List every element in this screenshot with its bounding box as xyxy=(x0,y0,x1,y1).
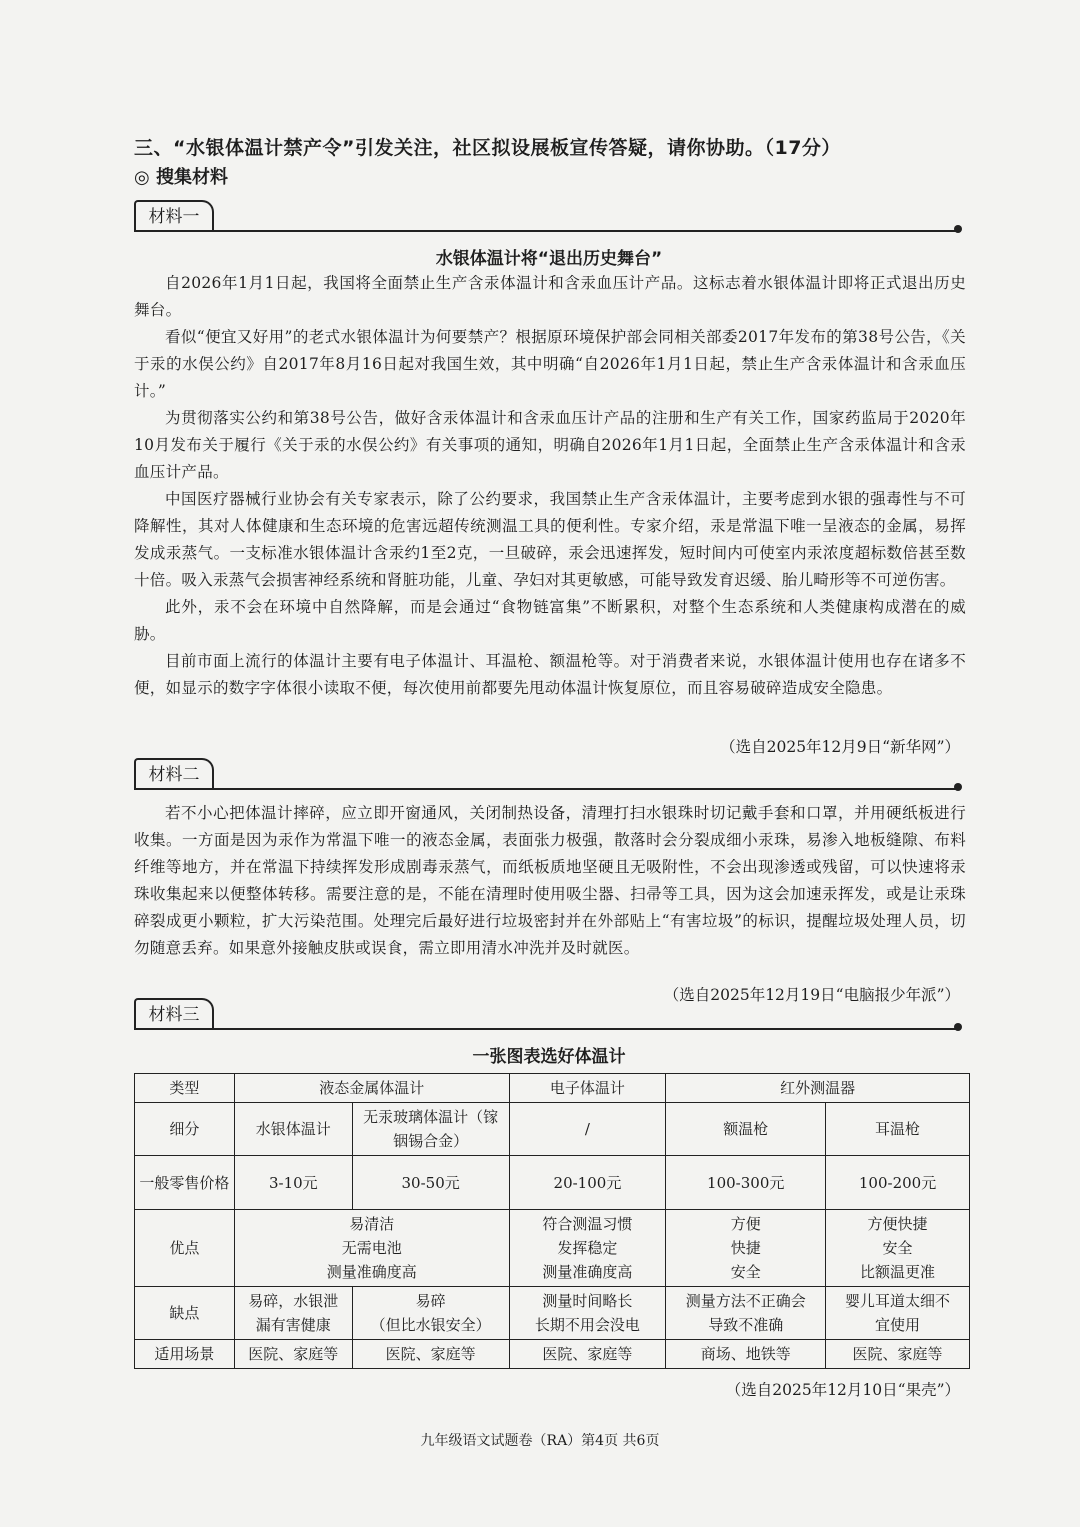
cell-line: 发挥稳定 xyxy=(557,1239,618,1257)
table-row xyxy=(135,1210,970,1287)
table-row xyxy=(135,1156,970,1210)
table-cell: 医院、家庭等 xyxy=(509,1340,666,1369)
table-row xyxy=(135,1287,970,1340)
paragraph: 看似“便宜又好用”的老式水银体温计为何要禁产？根据原环境保护部会同相关部委2017年发布的第38号公告，《关于汞的水俣公约》自2017年8月16日起对我国生效，其中明确“自2026年1月1日起，禁止生产含汞体温计和含汞血压计。” xyxy=(134,328,966,400)
page-footer: 九年级语文试题卷（RA）第4页 共6页 xyxy=(420,1433,660,1449)
cell-line: 易清洁 xyxy=(349,1215,395,1233)
table-row xyxy=(135,1340,970,1369)
material2-source: （选自2025年12月19日“电脑报少年派”） xyxy=(663,986,960,1004)
cell-line: （但比水银安全） xyxy=(370,1316,491,1334)
material3-source: （选自2025年12月10日“果壳”） xyxy=(725,1381,960,1399)
row-label: 适用场景 xyxy=(135,1340,235,1369)
table-cell: 液态金属体温计 xyxy=(234,1074,509,1103)
table-cell xyxy=(234,1287,352,1340)
table-cell xyxy=(509,1210,666,1287)
cell-line: 测量时间略长 xyxy=(542,1292,633,1310)
cell-line: 比额温更准 xyxy=(860,1263,936,1281)
material1-header xyxy=(134,200,964,240)
cell-line: 婴儿耳道太细不 xyxy=(845,1292,951,1310)
paragraph: 若不小心把体温计摔碎，应立即开窗通风，关闭制热设备，清理打扫水银珠时切记戴手套和口罩，并用硬纸板进行收集。一方面是因为汞作为常温下唯一的液态金属，表面张力极强，散落时会分裂成细小汞珠，易渗入地板缝隙、布料纤维等地方，并在常温下持续挥发形成剧毒汞蒸气，而纸板质地坚硬且无吸附性，不会出现渗透或残留，可以快速将汞珠收集起来以便整体转移。需要注意的是，不能在清理时使用吸尘器、扫帚等工具，因为这会加速汞挥发，或是让汞珠碎裂成更小颗粒，扩大污染范围。处理完后最好进行垃圾密封并在外部贴上“有害垃圾”的标识，提醒垃圾处理人员，切勿随意丢弃。如果意外接触皮肤或误食，需立即用清水冲洗并及时就医。 xyxy=(134,804,966,957)
cell-line: 方便 xyxy=(730,1215,761,1233)
cell-line: 快捷 xyxy=(730,1239,761,1257)
divider-line xyxy=(134,788,956,790)
divider-line xyxy=(134,1028,956,1030)
material1-body xyxy=(134,270,966,702)
table-cell: 医院、家庭等 xyxy=(352,1340,509,1369)
cell-line: 长期不用会没电 xyxy=(534,1316,640,1334)
cell-line: 安全 xyxy=(730,1263,761,1281)
section-subtitle: ◎ 搜集材料 xyxy=(134,167,228,188)
row-label: 细分 xyxy=(135,1103,235,1156)
table-cell xyxy=(352,1287,509,1340)
table-cell: 红外测温器 xyxy=(666,1074,970,1103)
table-cell: 100-300元 xyxy=(666,1156,826,1210)
table-cell: 无汞玻璃体温计（镓铟锡合金） xyxy=(352,1103,509,1156)
paragraph: 中国医疗器械行业协会有关专家表示，除了公约要求，我国禁止生产含汞体温计，主要考虑到水银的强毒性与不可降解性，其对人体健康和生态环境的危害远超传统测温工具的便利性。专家介绍，汞是常温下唯一呈液态的金属，易挥发成汞蒸气。一支标准水银体温计含汞约1至2克，一旦破碎，汞会迅速挥发，短时间内可使室内汞浓度超标数倍甚至数十倍。吸入汞蒸气会损害神经系统和肾脏功能，儿童、孕妇对其更敏感，可能导致发育迟缓、胎儿畸形等不可逆伤害。 xyxy=(134,490,966,589)
material2-body xyxy=(134,800,966,962)
material2-header xyxy=(134,758,964,798)
paragraph: 目前市面上流行的体温计主要有电子体温计、耳温枪、额温枪等。对于消费者来说，水银体温计使用也存在诸多不便，如显示的数字字体很小读取不便，每次使用前都要先甩动体温计恢复原位，而且容易破碎造成安全隐患。 xyxy=(134,652,966,697)
material1-source: （选自2025年12月9日“新华网”） xyxy=(720,738,960,756)
table-cell: 电子体温计 xyxy=(509,1074,666,1103)
table-cell: 医院、家庭等 xyxy=(234,1340,352,1369)
material1-tab: 材料一 xyxy=(134,200,214,232)
row-label: 优点 xyxy=(135,1210,235,1287)
paragraph: 为贯彻落实公约和第38号公告，做好含汞体温计和含汞血压计产品的注册和生产有关工作，国家药监局于2020年10月发布关于履行《关于汞的水俣公约》有关事项的通知，明确自2026年1月1日起，全面禁止生产含汞体温计和含汞血压计产品。 xyxy=(134,409,966,481)
cell-line: 方便快捷 xyxy=(867,1215,928,1233)
thermometer-comparison-table xyxy=(134,1073,970,1369)
table-cell: 3-10元 xyxy=(234,1156,352,1210)
table-cell xyxy=(826,1287,970,1340)
table-row xyxy=(135,1074,970,1103)
paragraph: 此外，汞不会在环境中自然降解，而是会通过“食物链富集”不断累积，对整个生态系统和人类健康构成潜在的威胁。 xyxy=(134,598,966,643)
paragraph: 自2026年1月1日起，我国将全面禁止生产含汞体温计和含汞血压计产品。这标志着水银体温计即将正式退出历史舞台。 xyxy=(134,274,966,319)
material1-title: 水银体温计将“退出历史舞台” xyxy=(435,249,663,269)
table-cell xyxy=(666,1210,826,1287)
table-cell: / xyxy=(509,1103,666,1156)
cell-line: 测量准确度高 xyxy=(542,1263,633,1281)
table-cell xyxy=(234,1210,509,1287)
material3-header xyxy=(134,998,964,1038)
cell-line: 符合测温习惯 xyxy=(542,1215,633,1233)
divider-line xyxy=(134,230,956,232)
cell-line: 安全 xyxy=(882,1239,913,1257)
table-cell xyxy=(666,1287,826,1340)
material2-tab: 材料二 xyxy=(134,758,214,790)
row-label: 类型 xyxy=(135,1074,235,1103)
table-cell xyxy=(509,1287,666,1340)
table-cell: 30-50元 xyxy=(352,1156,509,1210)
table-row xyxy=(135,1103,970,1156)
table-cell xyxy=(826,1210,970,1287)
cell-line: 漏有害健康 xyxy=(255,1316,331,1334)
table-cell: 医院、家庭等 xyxy=(826,1340,970,1369)
cell-line: 测量方法不正确会 xyxy=(685,1292,806,1310)
row-label: 一般零售价格 xyxy=(135,1156,235,1210)
cell-line: 无需电池 xyxy=(341,1239,402,1257)
material3-title: 一张图表选好体温计 xyxy=(472,1047,626,1067)
table-cell: 额温枪 xyxy=(666,1103,826,1156)
table-cell: 20-100元 xyxy=(509,1156,666,1210)
material3-tab: 材料三 xyxy=(134,998,214,1030)
cell-line: 易碎，水银泄 xyxy=(248,1292,339,1310)
table-cell: 水银体温计 xyxy=(234,1103,352,1156)
cell-line: 测量准确度高 xyxy=(326,1263,417,1281)
question-title: 三、“水银体温计禁产令”引发关注，社区拟设展板宣传答疑，请你协助。（17分） xyxy=(134,137,841,159)
table-cell: 耳温枪 xyxy=(826,1103,970,1156)
table-cell: 商场、地铁等 xyxy=(666,1340,826,1369)
divider-dot xyxy=(954,225,962,233)
row-label: 缺点 xyxy=(135,1287,235,1340)
cell-line: 易碎 xyxy=(415,1292,446,1310)
divider-dot xyxy=(954,1023,962,1031)
table-cell: 100-200元 xyxy=(826,1156,970,1210)
cell-line: 宜使用 xyxy=(875,1316,921,1334)
divider-dot xyxy=(954,783,962,791)
cell-line: 导致不准确 xyxy=(708,1316,784,1334)
